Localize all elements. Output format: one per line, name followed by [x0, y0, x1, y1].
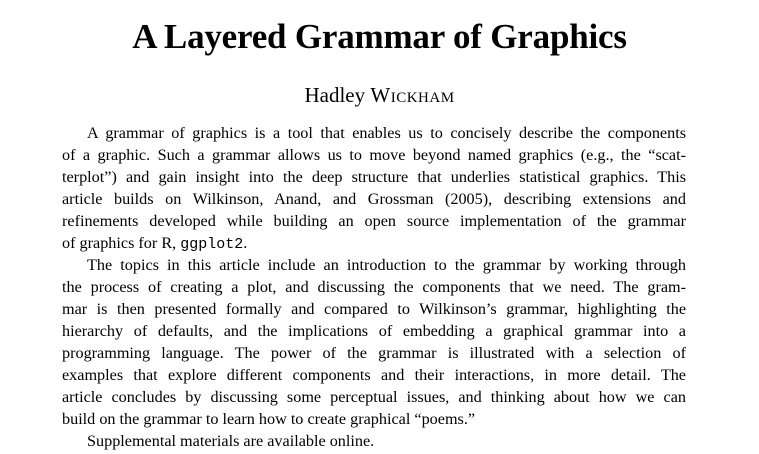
abstract-line: mar is then presented formally and compared to Wilkinson’s grammar, highlighting the — [62, 300, 686, 318]
abstract-line-text: of graphics for R, — [62, 234, 181, 252]
abstract-line: refinements developed while building an open source implementation of the grammar — [62, 212, 686, 230]
abstract-line: of a graphic. Such a grammar allows us to move beyond named graphics (e.g., the “scat- — [62, 146, 686, 164]
abstract-line: hierarchy of defaults, and the implications of embedding a graphical grammar into a — [62, 322, 686, 340]
abstract-paragraph-1 — [62, 122, 686, 254]
paper-title: A Layered Grammar of Graphics — [132, 17, 627, 56]
abstract-line-last: build on the grammar to learn how to create graphical “poems.” — [62, 410, 476, 428]
abstract-line: terplot”) and gain insight into the deep structure that underlies statistical graphics. This — [62, 168, 686, 186]
abstract-line: The topics in this article include an introduction to the grammar by working through — [87, 256, 686, 274]
abstract-line-punct: . — [243, 234, 248, 252]
abstract-line: article builds on Wilkinson, Anand, and Grossman (2005), describing extensions and — [62, 190, 686, 208]
abstract-line-last — [62, 232, 686, 254]
package-name-code: ggplot2 — [180, 236, 244, 253]
supplemental-note: Supplemental materials are available online. — [87, 432, 375, 450]
abstract-line: programming language. The power of the grammar is illustrated with a selection of — [62, 344, 686, 362]
abstract-line: A grammar of graphics is a tool that enables us to concisely describe the components — [87, 124, 686, 142]
abstract-line: article concludes by discussing some perceptual issues, and thinking about how we can — [62, 388, 686, 406]
author-first-name: Hadley — [304, 83, 366, 107]
abstract-line: the process of creating a plot, and discussing the components that we need. The gram- — [62, 278, 686, 296]
author-last-name: Wickham — [370, 83, 455, 107]
author-name — [0, 81, 759, 109]
abstract-line: examples that explore different components and their interactions, in more detail. The — [62, 366, 686, 384]
abstract-paragraph-2 — [62, 254, 686, 430]
abstract-paragraph-3 — [62, 430, 686, 452]
abstract — [62, 122, 686, 452]
